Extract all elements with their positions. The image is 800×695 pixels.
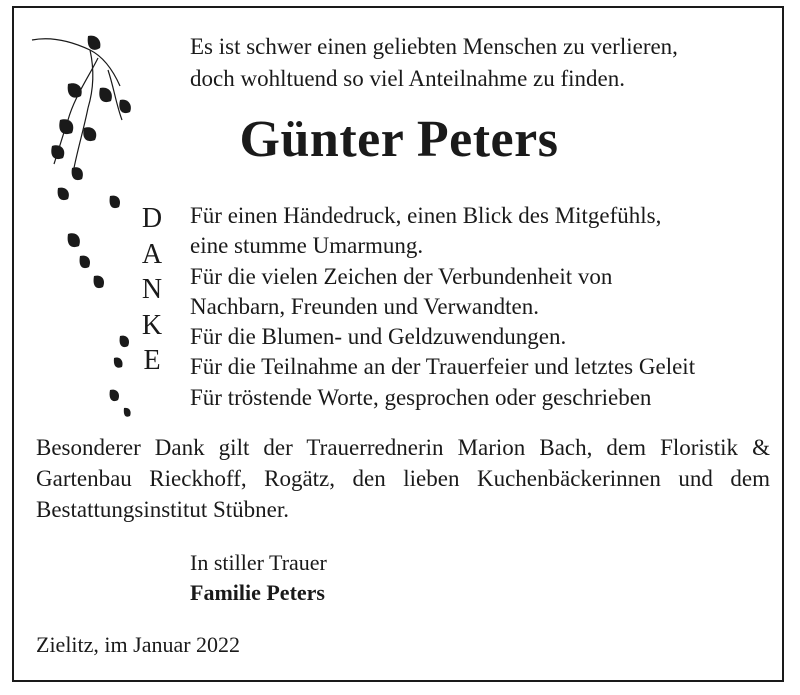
thanks-line: Für einen Händedruck, einen Blick des Mitgefühls, [190,203,662,228]
obituary-notice [12,6,784,682]
signature-line: In stiller Trauer [190,550,327,575]
intro-line-1: Es ist schwer einen geliebten Menschen zu verlieren, [190,34,678,59]
intro-quote [190,31,770,95]
thanks-line: Für die Teilnahme an der Trauerfeier und letztes Geleit [190,354,696,380]
thanks-list [190,201,780,413]
thanks-line: eine stumme Umarmung. [190,233,424,259]
danke-letter: D [141,203,163,234]
danke-letter: E [143,345,161,376]
thanks-line: Für tröstende Worte, gesprochen oder geschrieben [190,384,652,410]
signature-family: Familie Peters [190,580,325,605]
signature-block [190,548,327,608]
place-date: Zielitz, im Januar 2022 [36,632,241,657]
danke-vertical-word [132,201,172,379]
birch-leaves-icon [28,28,138,428]
special-thanks-paragraph: Besonderer Dank gilt der Trauerrednerin Marion Bach, dem Floristik & Gartenbau Rieckhoff, Rogätz, den lieben Kuchenbäckerinnen und dem Bestattungsinstitut Stübner. [36,435,770,522]
danke-letter: K [141,309,163,341]
thanks-line: Nachbarn, Freunden und Verwandten. [190,293,539,319]
deceased-name: Günter Peters [239,111,559,168]
danke-letter: A [141,238,163,270]
thanks-line: Für die Blumen- und Geldzuwendungen. [190,324,567,350]
thanks-line: Für die vielen Zeichen der Verbundenheit von [190,263,613,289]
intro-line-2: doch wohltuend so viel Anteilnahme zu finden. [190,66,625,91]
danke-letter: N [141,274,163,305]
